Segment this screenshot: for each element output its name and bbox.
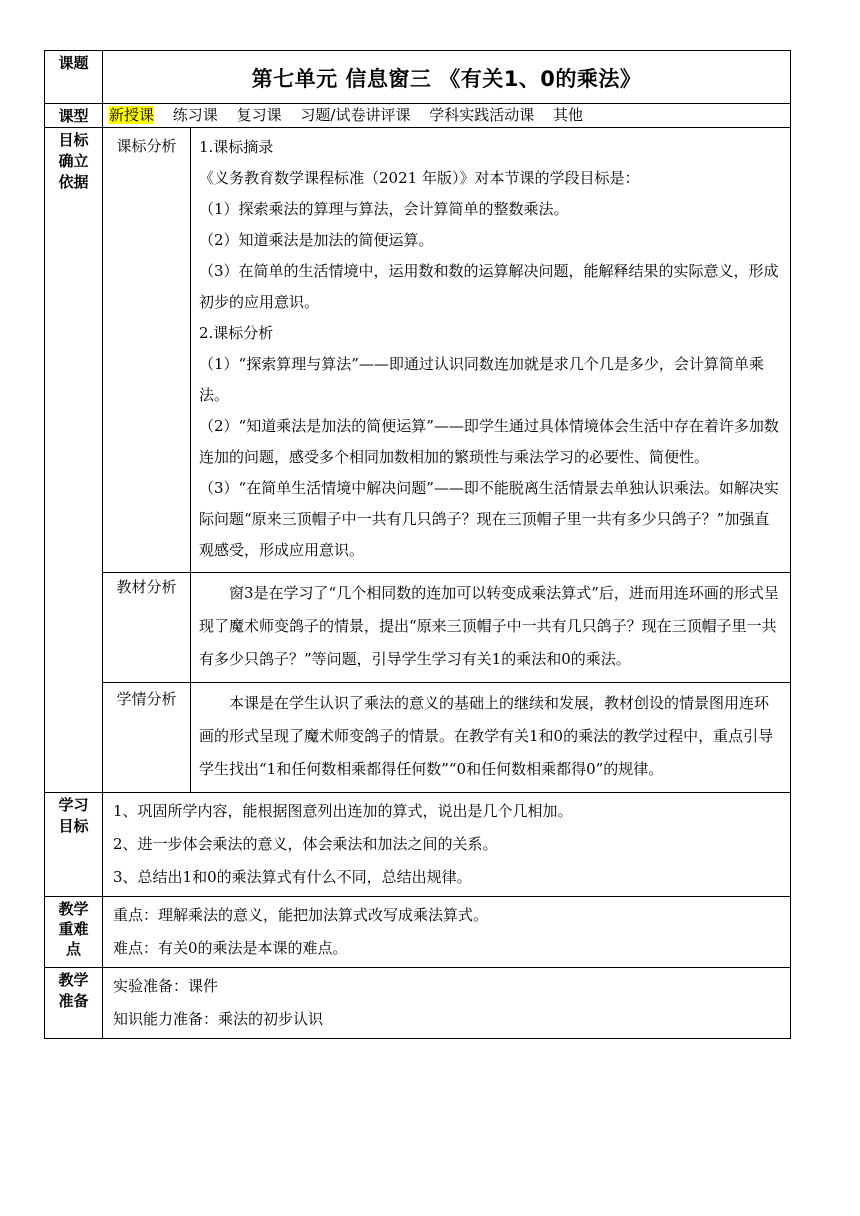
key-points-label: 教学重难点 [45,897,103,968]
curriculum-line: （1）“探索算理与算法”——即通过认识同数连加就是求几个几是多少，会计算简单乘法。 [199,355,764,404]
objectives-row [45,793,791,897]
curriculum-line: （3）在简单的生活情境中，运用数和数的运算解决问题，能解释结果的实际意义，形成初步的应用意识。 [199,262,779,311]
curriculum-line: 1.课标摘录 [199,138,274,156]
lesson-plan-table [44,50,791,1039]
key-point-item: 难点：有关0的乘法是本课的难点。 [113,939,348,957]
lesson-type-option-selected: 新授课 [109,106,155,124]
page-title: 第七单元 信息窗三 《有关1、0的乘法》 [251,67,642,91]
title-cell [103,51,791,104]
lesson-type-row [45,104,791,128]
textbook-text: 窗3是在学习了“几个相同数的连加可以转变成乘法算式”后，进而用连环画的形式呈现了魔术师变鸽子的情景，提出“原来三顶帽子中一共有几只鸽子？现在三顶帽子里一共有多少只鸽子？”等问题，引导学生学习有关1的乘法和0的乘法。 [199,584,779,668]
curriculum-line: （2）知道乘法是加法的简便运算。 [199,231,434,249]
topic-label: 课题 [45,51,103,104]
key-points-content [103,897,791,968]
students-text: 本课是在学生认识了乘法的意义的基础上的继续和发展，教材创设的情景图用连环画的形式呈现了魔术师变鸽子的情景。在教学有关1和0的乘法的教学过程中，重点引导学生找出“1和任何数相乘都得任何数”“0和任何数相乘都得0”的规律。 [199,694,774,778]
curriculum-row [45,128,791,573]
lesson-type-option: 习题/试卷讲评课 [300,106,411,124]
objectives-label: 学习目标 [45,793,103,897]
students-label: 学情分析 [103,683,191,793]
objectives-content [103,793,791,897]
lesson-type-option: 其他 [553,106,584,124]
curriculum-label: 课标分析 [103,128,191,573]
basis-label: 目标确立依据 [45,128,103,793]
preparation-label: 教学准备 [45,968,103,1039]
lesson-plan-sheet [44,50,790,1039]
textbook-label: 教材分析 [103,573,191,683]
curriculum-line: （2）“知道乘法是加法的简便运算”——即学生通过具体情境体会生活中存在着许多加数连加的问题，感受多个相同加数相加的繁琐性与乘法学习的必要性、简便性。 [199,417,779,466]
curriculum-line: （3）“在简单生活情境中解决问题”——即不能脱离生活情景去单独认识乘法。如解决实际问题“原来三顶帽子中一共有几只鸽子？现在三顶帽子里一共有多少只鸽子？”加强直观感受，形成应用意识。 [199,479,779,559]
curriculum-line: 《义务教育数学课程标准（2021 年版）》对本节课的学段目标是： [199,169,640,187]
curriculum-line: 2.课标分析 [199,324,274,342]
topic-row [45,51,791,104]
students-row [45,683,791,793]
lesson-type-option: 复习课 [236,106,282,124]
preparation-item: 实验准备：课件 [113,977,219,995]
key-point-item: 重点：理解乘法的意义，能把加法算式改写成乘法算式。 [113,906,489,924]
preparation-row [45,968,791,1039]
lesson-type-label: 课型 [45,104,103,128]
textbook-content [191,573,791,683]
preparation-item: 知识能力准备：乘法的初步认识 [113,1010,324,1028]
textbook-row [45,573,791,683]
lesson-type-option: 练习课 [172,106,218,124]
key-points-row [45,897,791,968]
objective-item: 2、进一步体会乘法的意义，体会乘法和加法之间的关系。 [113,835,498,853]
lesson-type-options [103,104,791,128]
preparation-content [103,968,791,1039]
lesson-type-option: 学科实践活动课 [429,106,535,124]
objective-item: 3、总结出1和0的乘法算式有什么不同，总结出规律。 [113,868,472,886]
objective-item: 1、巩固所学内容，能根据图意列出连加的算式，说出是几个几相加。 [113,802,573,820]
curriculum-content [191,128,791,573]
students-content [191,683,791,793]
curriculum-line: （1）探索乘法的算理与算法，会计算简单的整数乘法。 [199,200,569,218]
